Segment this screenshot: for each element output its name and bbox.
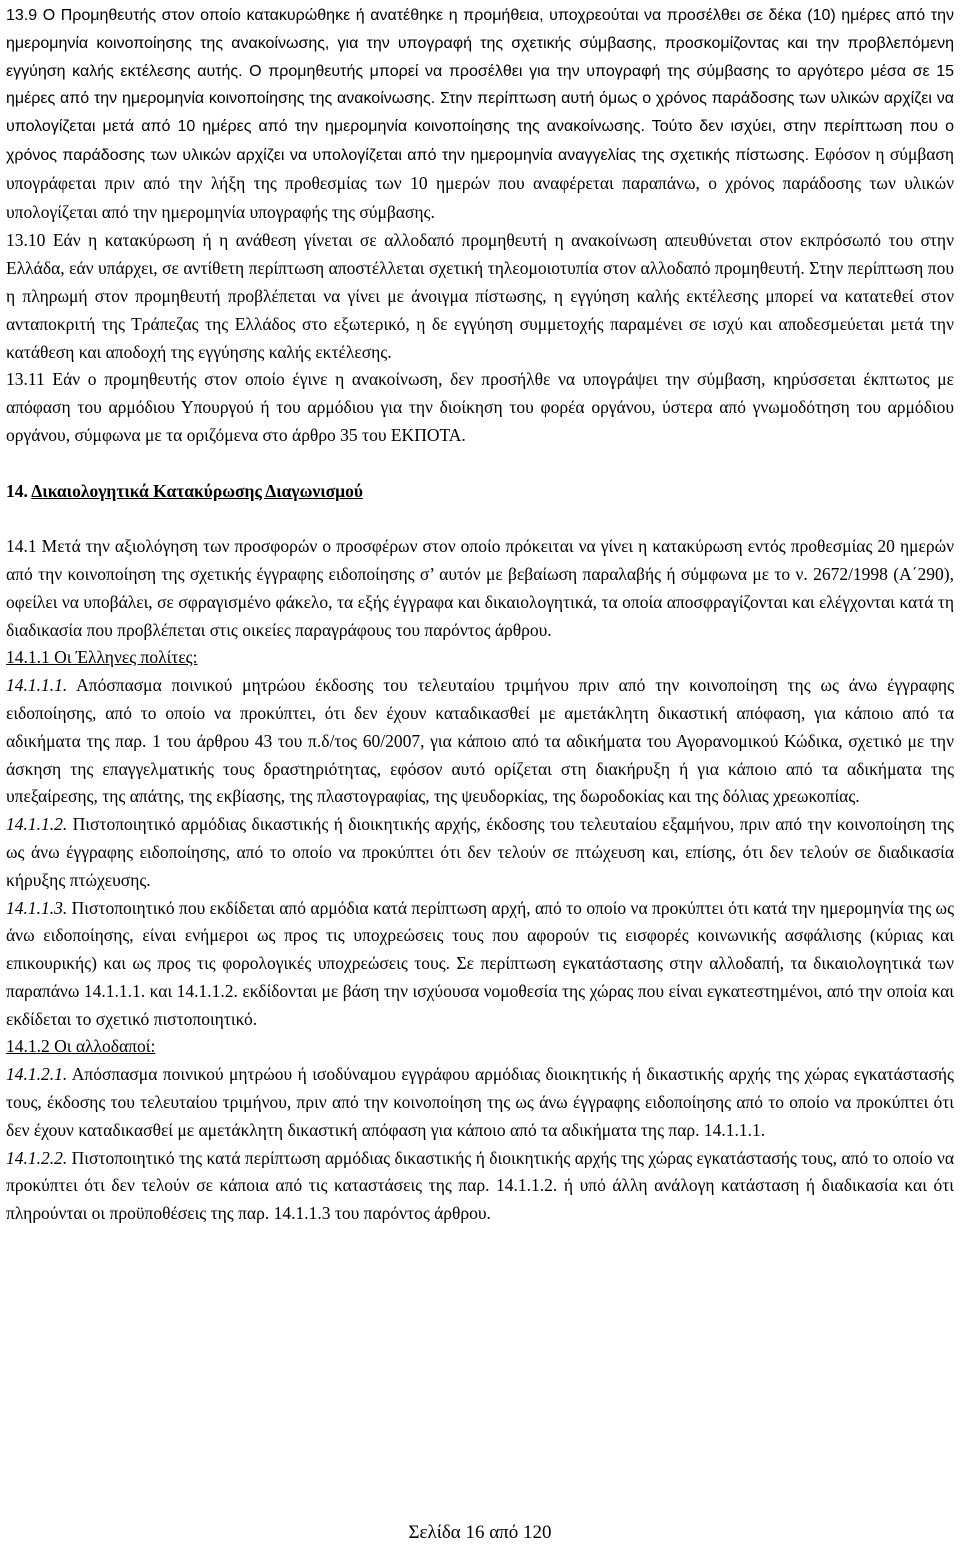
item-text: Πιστοποιητικό της κατά περίπτωση αρμόδιας δικαστικής ή διοικητικής αρχής της χώρας εγκατάστασής τους, από το οποίο να προκύπτει ότι δεν τελούν σε κάποια από τις καταστάσεις της παρ. 14.1.1.2. ή υπό άλλη ανάλογη κατάσταση ή διαδικασία και ότι πληρούνται οι προϋποθέσεις της παρ. 14.1.1.3 του παρόντος άρθρου. [6,1147,954,1224]
item-number: 14.1.2.2. [6,1147,68,1168]
item-text: Απόσπασμα ποινικού μητρώου ή ισοδύναμου εγγράφου αρμόδιας διοικητικής ή δικαστικής αρχής της χώρας εγκατάστασής τους, έκδοσης του τελευταίου τριμήνου, πριν από την κοινοποίηση της ως άνω έγγραφης ειδοποίησης από το οποίο να προκύπτει ότι δεν έχουν καταδικασθεί με αμετάκλητη δικαστική απόφαση για κάποιο από τα αδικήματα της παρ. 14.1.1.1. [6,1064,954,1140]
section-number: 14. [6,480,28,501]
subheading-text: 14.1.2 Οι αλλοδαποί: [6,1036,156,1057]
paragraph-14-1: 14.1 Μετά την αξιολόγηση των προσφορών ο προσφέρων στον οποίο πρόκειται να γίνει η κατακύρωση εντός προθεσμίας 20 ημερών από την κοινοποίηση της σχετικής έγγραφης ειδοποίησης σ’ αυτόν με βεβαίωση παραλαβής ή σύμφωνα με το ν. 2672/1998 (Α΄290), οφείλει να υποβάλει, σε σφραγισμένο φάκελο, τα εξής έγγραφα και δικαιολογητικά, τα οποία αποσφραγίζονται και ελέγχονται κατά τη διαδικασία που προβλέπεται στις οικείες παραγράφους του παρόντος άρθρου. [6,536,954,640]
item-number: 14.1.1.3. [6,897,68,918]
item-14-1-1-3 [6,895,954,1034]
item-number: 14.1.1.1. [6,675,68,696]
item-text: Πιστοποιητικό που εκδίδεται από αρμόδια κατά περίπτωση αρχή, από το οποίο να προκύπτει ότι κατά την ημερομηνία της ως άνω ειδοποίησης, είναι ενήμεροι ως προς τις υποχρεώσεις τους που αφορούν τις εισφορές κοινωνικής ασφάλισης (κύριας και επικουρικής) και ως προς τις φορολογικές υποχρεώσεις τους. Σε περίπτωση εγκατάστασης στην αλλοδαπή, τα δικαιολογητικά των παραπάνω 14.1.1.1. και 14.1.1.2. εκδίδονται με βάση την ισχύουσα νομοθεσία της χώρας που είναι εγκατεστημένοι, από την οποία και εκδίδεται το σχετικό πιστοποιητικό. [6,897,954,1029]
item-text: Πιστοποιητικό αρμόδιας δικαστικής ή διοικητικής αρχής, έκδοσης του τελευταίου εξαμήνου, πριν από την κοινοποίηση της ως άνω έγγραφης ειδοποίησης, από το οποίο να προκύπτει ότι δεν τελούν σε πτώχευση και, επίσης, ότι δεν τελούν σε διαδικασία κήρυξης πτώχευσης. [6,814,954,890]
paragraph-13-9-continuation: Εφόσον η σύμβαση υπογράφεται πριν από την λήξη της προθεσμίας των 10 ημερών που αναφέρεται παραπάνω, ο χρόνος παράδοσης των υλικών υπολογίζεται από την ημερομηνία υπογραφής της σύμβασης. [6,143,955,222]
item-number: 14.1.2.1. [6,1064,68,1085]
item-14-1-1-2 [6,811,954,894]
paragraph-13-9-text: 13.9 Ο Προμηθευτής στον οποίο κατακυρώθηκε ή ανατέθηκε η προμήθεια, υποχρεούται να προσέλθει σε δέκα (10) ημέρες από την ημερομηνία κοινοποίησης της ανακοίνωσης, για την υπογραφή της σχετικής σύμβασης, προσκομίζοντας και την προβλεπόμενη εγγύηση καλής εκτέλεσης αυτής. Ο προμηθευτής μπορεί να προσέλθει για την υπογραφή της σύμβασης το αργότερο μέσα σε 15 ημέρες από την ημερομηνία κοινοποίησης της ανακοίνωσης. Στην περίπτωση αυτή όμως ο χρόνος παράδοσης των υλικών αρχίζει να υπολογίζεται μετά από 10 ημέρες από την ημερομηνία κοινοποίησης της ανακοίνωσης. Τούτο δεν ισχύει, στην περίπτωση που ο χρόνος παράδοσης των υλικών αρχίζει να υπολογίζεται από την ημερομηνία αναγγελίας της σχετικής πίστωσης. [6,7,954,164]
paragraph-13-10: 13.10 Εάν η κατακύρωση ή η ανάθεση γίνεται σε αλλοδαπό προμηθευτή η ανακοίνωση απευθύνεται στον εκπρόσωπό του στην Ελλάδα, εάν υπάρχει, σε αντίθετη περίπτωση αποστέλλεται σχετική τηλεομοιοτυπία στον αλλοδαπό προμηθευτή. Στην περίπτωση που η πληρωμή στον προμηθευτή προβλέπεται να γίνει με άνοιγμα πίστωσης, η εγγύηση καλής εκτέλεσης μπορεί να κατατεθεί στον ανταποκριτή της Τράπεζας της Ελλάδος στο εξωτερικό, η δε εγγύηση συμμετοχής παραμένει σε ισχύ και αποδεσμεύεται μετά την κατάθεση και αποδοχή της εγγύησης καλής εκτέλεσης. [6,230,954,362]
subheading-14-1-1 [6,644,954,672]
paragraph-13-9 [6,2,954,227]
document-body [6,2,954,1228]
item-number: 14.1.1.2. [6,814,68,835]
section-heading-14 [6,478,954,506]
item-14-1-1-1 [6,672,954,811]
spacer [6,450,954,478]
spacer [6,505,954,533]
section-title: Δικαιολογητικά Κατακύρωσης Διαγωνισμού [31,480,363,501]
item-14-1-2-1 [6,1061,954,1144]
subheading-text: 14.1.1 Οι Έλληνες πολίτες: [6,647,198,668]
item-14-1-2-2 [6,1145,954,1228]
page-number-footer: Σελίδα 16 από 120 [408,1522,552,1543]
paragraph-13-11: 13.11 Εάν ο προμηθευτής στον οποίο έγινε η ανακοίνωση, δεν προσήλθε να υπογράψει την σύμβαση, κηρύσσεται έκπτωτος με απόφαση του αρμόδιου Υπουργού ή του αρμόδιου για την διοίκηση του φορέα οργάνου, ύστερα από γνωμοδότηση του αρμόδιου οργάνου, σύμφωνα με τα οριζόμενα στο άρθρο 35 του ΕΚΠΟΤΑ. [6,369,954,445]
subheading-14-1-2 [6,1033,954,1061]
item-text: Απόσπασμα ποινικού μητρώου έκδοσης του τελευταίου τριμήνου πριν από την κοινοποίηση της ως άνω έγγραφης ειδοποίησης, από το οποίο να προκύπτει, ότι δεν έχουν καταδικασθεί με αμετάκλητη δικαστική απόφαση, για κάποιο από τα αδικήματα της παρ. 1 του άρθρου 43 του π.δ/τος 60/2007, για κάποιο από τα αδικήματα του Αγορανομικού Κώδικα, σχετικό με την άσκηση της επαγγελματικής τους δραστηριότητας, εφόσον αυτό ορίζεται στη διακήρυξη ή για κάποιο από τα αδικήματα της υπεξαίρεσης, της απάτης, της εκβίασης, της πλαστογραφίας, της ψευδορκίας, της δωροδοκίας και της δόλιας χρεωκοπίας. [6,675,954,807]
